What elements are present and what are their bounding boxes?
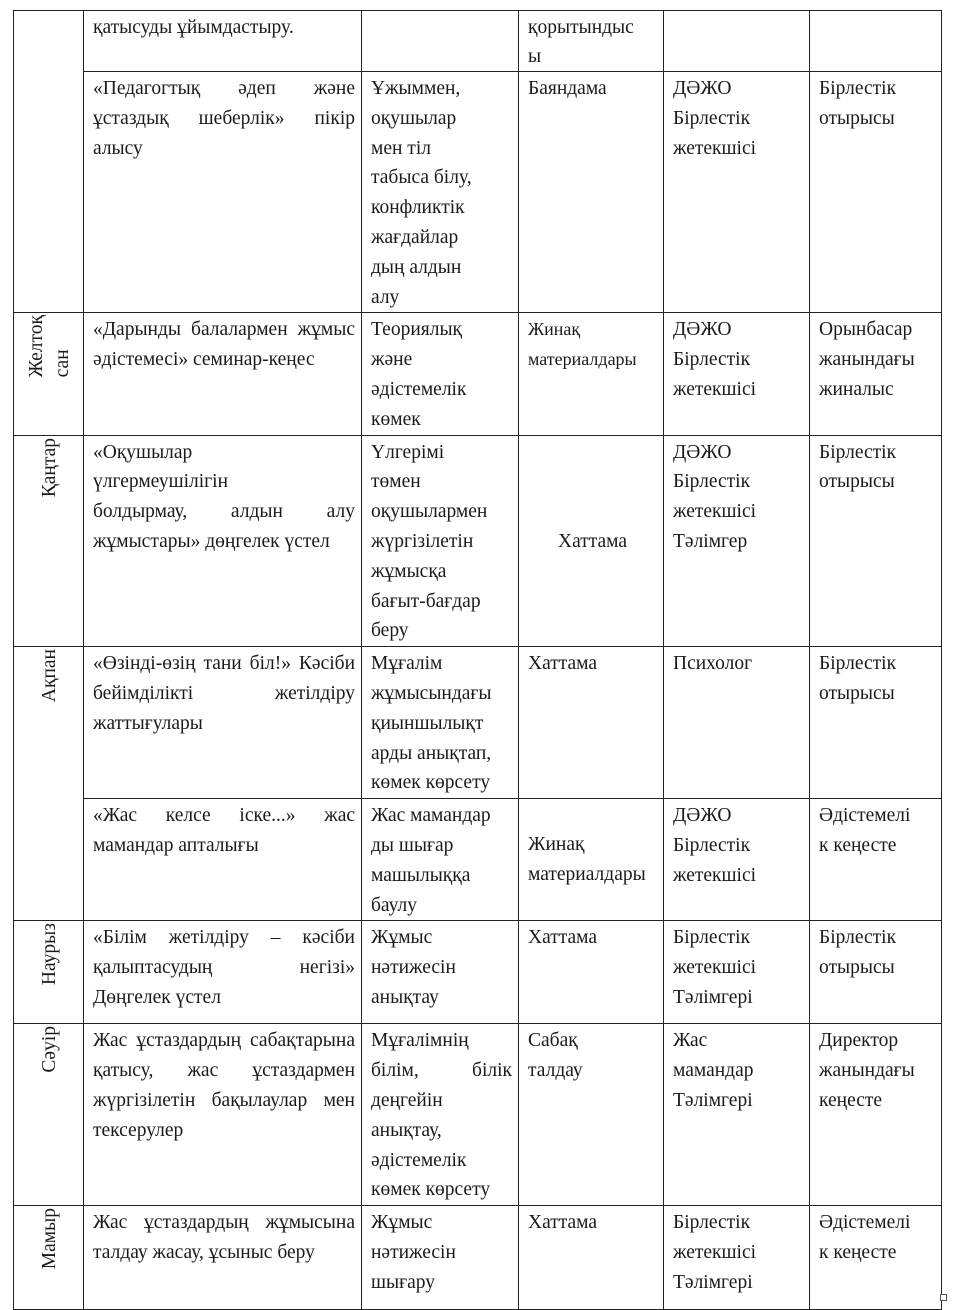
month-label: Наурыз: [39, 923, 60, 986]
month-cell: [14, 11, 84, 313]
goal-cell: Үлгерімі төмен оқушылармен жүргізілетін жұмысқа бағыт-бағдар беру: [362, 435, 519, 647]
form-cell: Хаттама: [519, 921, 664, 1024]
goal-cell: Жас мамандар ды шығар машылыққа баулу: [362, 799, 519, 921]
responsible-cell: Бірлестік жетекшісі Тәлімгері: [664, 921, 810, 1024]
responsible-cell: ДӘЖО Бірлестік жетекшісі Тәлімгер: [664, 435, 810, 647]
form-cell: Жинақ материалдары: [519, 313, 664, 435]
result-cell: Әдістемелі к кеңесте: [810, 799, 942, 921]
result-cell: [810, 11, 942, 72]
responsible-cell: ДӘЖО Бірлестік жетекшісі: [664, 72, 810, 313]
form-cell: Жинақ материалдары: [519, 799, 664, 921]
form-cell: Хаттама: [519, 1206, 664, 1310]
goal-cell: Ұжыммен, оқушылар мен тіл табыса білу, конфликтік жағдайлар дың алдын алу: [362, 72, 519, 313]
goal-cell: Жұмыс нәтижесін шығару: [362, 1206, 519, 1310]
table-row: [14, 647, 942, 799]
topic-cell: Жас ұстаздардың жұмысына талдау жасау, ұсыныс беру: [84, 1206, 362, 1310]
table-row: [14, 435, 942, 647]
topic-cell: «Оқушылар үлгермеушілігін болдырмау, алдын алу жұмыстары» дөңгелек үстел: [84, 435, 362, 647]
month-label: Желтоқ сан: [26, 315, 73, 378]
responsible-cell: ДӘЖО Бірлестік жетекшісі: [664, 313, 810, 435]
form-cell: Баяндама: [519, 72, 664, 313]
month-label: Қаңтар: [39, 437, 60, 497]
table-row: [14, 1206, 942, 1310]
topic-cell: «Өзінді-өзің тани біл!» Кәсіби бейімділікті жетілдіру жаттығулары: [84, 647, 362, 799]
goal-cell: Мұғалім жұмысындағы қиыншылықт арды анықтап, көмек көрсету: [362, 647, 519, 799]
responsible-cell: ДӘЖО Бірлестік жетекшісі: [664, 799, 810, 921]
responsible-cell: Бірлестік жетекшісі Тәлімгері: [664, 1206, 810, 1310]
form-cell: Сабақ талдау: [519, 1024, 664, 1206]
goal-cell: Жұмыс нәтижесін анықтау: [362, 921, 519, 1024]
goal-cell: Мұғалімнің білім, білік деңгейін анықтау, әдістемелік көмек көрсету: [362, 1024, 519, 1206]
form-cell: Хаттама: [519, 435, 664, 647]
result-cell: Директор жанындағы кеңесте: [810, 1024, 942, 1206]
topic-cell: «Жас келсе іске...» жас мамандар апталығы: [84, 799, 362, 921]
result-cell: Бірлестік отырысы: [810, 647, 942, 799]
table-row: [14, 11, 942, 72]
table-row: [14, 313, 942, 435]
month-cell: [14, 921, 84, 1024]
topic-cell: Жас ұстаздардың сабақтарына қатысу, жас ұстаздармен жүргізілетін бақылаулар мен тексерулер: [84, 1024, 362, 1206]
table-resize-handle[interactable]: [940, 1294, 947, 1301]
goal-cell: [362, 11, 519, 72]
month-cell: [14, 435, 84, 647]
table-row: [14, 921, 942, 1024]
topic-cell: қатысуды ұйымдастыру.: [84, 11, 362, 72]
month-cell: [14, 313, 84, 435]
month-label: Ақпан: [39, 649, 60, 703]
topic-cell: «Дарынды балалармен жұмыс әдістемесі» семинар-кеңес: [84, 313, 362, 435]
form-cell: Хаттама: [519, 647, 664, 799]
result-cell: Орынбасар жанындағы жиналыс: [810, 313, 942, 435]
goal-cell: Теориялық және әдістемелік көмек: [362, 313, 519, 435]
result-cell: Бірлестік отырысы: [810, 921, 942, 1024]
table-row: [14, 1024, 942, 1206]
table-row: [14, 72, 942, 313]
topic-cell: «Педагогтық әдеп және ұстаздық шеберлік» пікір алысу: [84, 72, 362, 313]
result-cell: Әдістемелі к кеңесте: [810, 1206, 942, 1310]
month-label: Мамыр: [39, 1208, 60, 1270]
month-cell: [14, 647, 84, 921]
responsible-cell: Жас мамандар Тәлімгері: [664, 1024, 810, 1206]
form-cell: қорытындыс ы: [519, 11, 664, 72]
responsible-cell: [664, 11, 810, 72]
result-cell: Бірлестік отырысы: [810, 435, 942, 647]
month-cell: [14, 1206, 84, 1310]
responsible-cell: Психолог: [664, 647, 810, 799]
month-label: Сәуір: [39, 1026, 60, 1073]
month-cell: [14, 1024, 84, 1206]
table-row: [14, 799, 942, 921]
result-cell: Бірлестік отырысы: [810, 72, 942, 313]
topic-cell: «Білім жетілдіру – кәсіби қалыптасудың негізі» Дөңгелек үстел: [84, 921, 362, 1024]
plan-table: [13, 10, 942, 1310]
